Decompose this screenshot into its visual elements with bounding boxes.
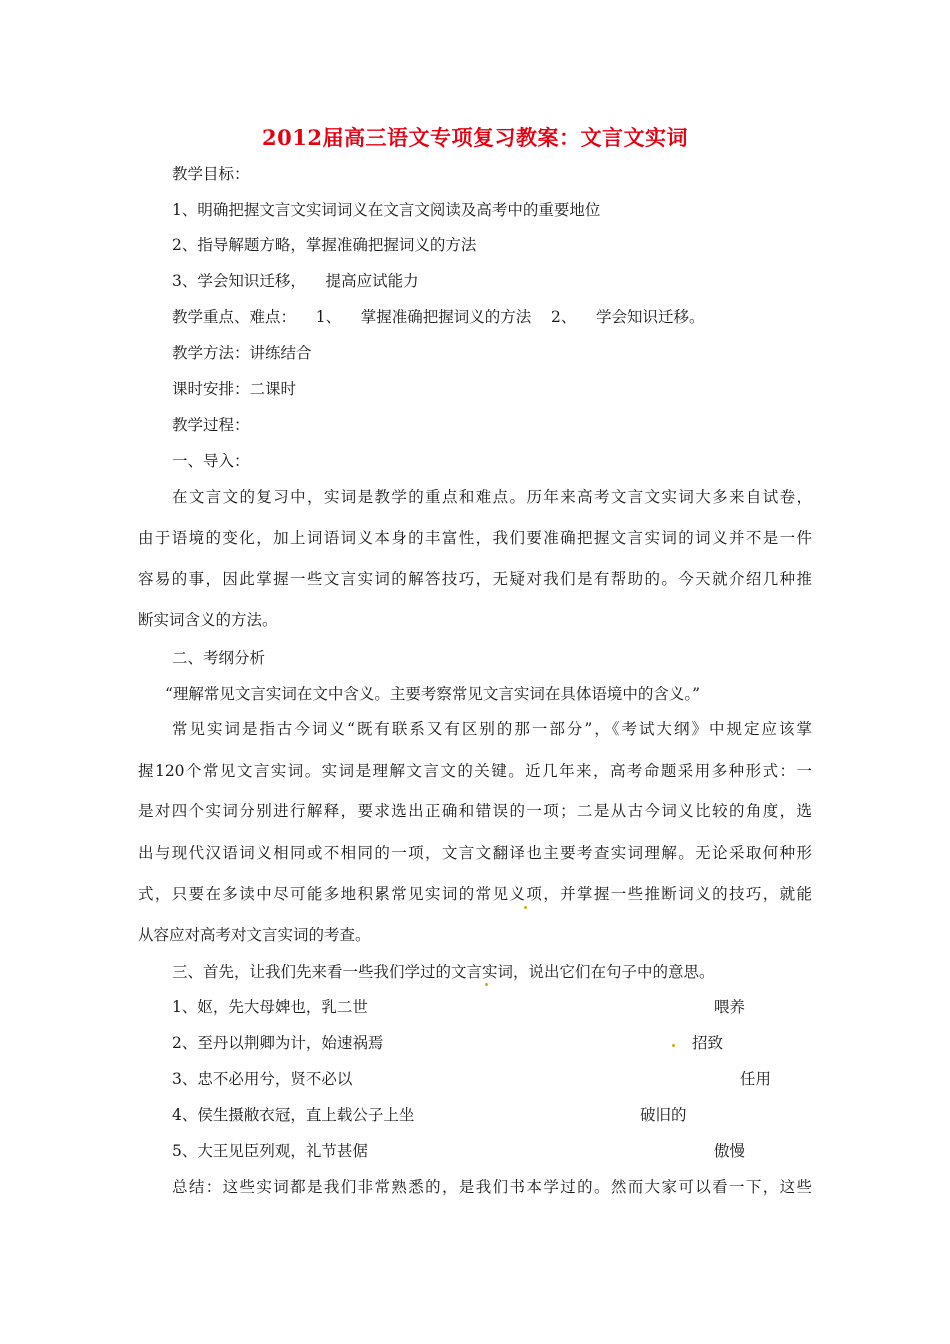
section1-line-3: 容易的事，因此掌握一些文言实词的解答技巧，无疑对我们是有帮助的。今天就介绍几种推 (138, 570, 812, 588)
section2-heading: 二、考纲分析 (172, 649, 266, 667)
stray-mark-3 (672, 1044, 675, 1047)
section1-line-4: 断实词含义的方法。 (138, 611, 278, 629)
section2-line-2: 握120个常见文言实词。实词是理解文言文的关键。近几年来，高考命题采用多种形式：一 (138, 762, 812, 780)
stray-mark-1 (524, 906, 527, 909)
summary-line: 总结：这些实词都是我们非常熟悉的，是我们书本学过的。然而大家可以看一下，这些 (172, 1178, 812, 1196)
teaching-method: 教学方法：讲练结合 (172, 344, 312, 362)
section2-line-3: 是对四个实词分别进行解释，要求选出正确和错误的一项；二是从古今词义比较的角度，选 (138, 802, 812, 820)
example-meaning-2: 招致 (692, 1034, 724, 1052)
example-meaning-1: 喂养 (714, 998, 746, 1016)
goal-item-2: 2、指导解题方略，掌握准确把握词义的方法 (172, 236, 477, 254)
section3-heading: 三、首先，让我们先来看一些我们学过的文言实词，说出它们在句子中的意思。 (172, 963, 715, 981)
example-meaning-5: 傲慢 (714, 1142, 746, 1160)
goals-label: 教学目标： (172, 165, 250, 183)
section1-line-1: 在文言文的复习中，实词是教学的重点和难点。历年来高考文言文实词大多来自试卷， (172, 488, 812, 506)
class-schedule: 课时安排：二课时 (172, 380, 297, 398)
goal-item-1: 1、明确把握文言文实词词义在文言文阅读及高考中的重要地位 (172, 201, 601, 219)
example-sentence-3: 3、忠不必用兮，贤不必以 (172, 1070, 353, 1088)
section1-line-2: 由于语境的变化，加上词语词义本身的丰富性，我们要准确把握文言实词的词义并不是一件 (138, 529, 812, 547)
document-title: 2012届高三语文专项复习教案：文言文实词 (262, 125, 688, 150)
section2-line-6: 从容应对高考对文言实词的考查。 (138, 926, 371, 944)
goal-item-3: 3、学会知识迁移， 提高应试能力 (172, 272, 419, 290)
example-sentence-1: 1、妪，先大母婢也，乳二世 (172, 998, 368, 1016)
example-sentence-4: 4、侯生摄敝衣冠，直上载公子上坐 (172, 1106, 415, 1124)
process-label: 教学过程： (172, 416, 250, 434)
key-points: 教学重点、难点： 1、 掌握准确把握词义的方法 2、 学会知识迁移。 (172, 308, 705, 326)
example-sentence-5: 5、大王见臣列观，礼节甚倨 (172, 1142, 368, 1160)
syllabus-quote: “理解常见文言实词在文中含义。主要考察常见文言实词在具体语境中的含义。” (165, 685, 701, 703)
stray-mark-2 (485, 983, 488, 986)
section2-line-1: 常见实词是指古今词义“既有联系又有区别的那一部分”，《考试大纲》中规定应该掌 (172, 720, 812, 738)
example-meaning-3: 任用 (740, 1070, 772, 1088)
section2-line-5: 式，只要在多读中尽可能多地积累常见实词的常见义项，并掌握一些推断词义的技巧，就能 (138, 885, 812, 903)
example-meaning-4: 破旧的 (640, 1106, 687, 1124)
section1-heading: 一、导入： (172, 452, 250, 470)
example-sentence-2: 2、至丹以荆卿为计，始速祸焉 (172, 1034, 384, 1052)
section2-line-4: 出与现代汉语词义相同或不相同的一项，文言文翻译也主要考查实词理解。无论采取何种形 (138, 844, 812, 862)
